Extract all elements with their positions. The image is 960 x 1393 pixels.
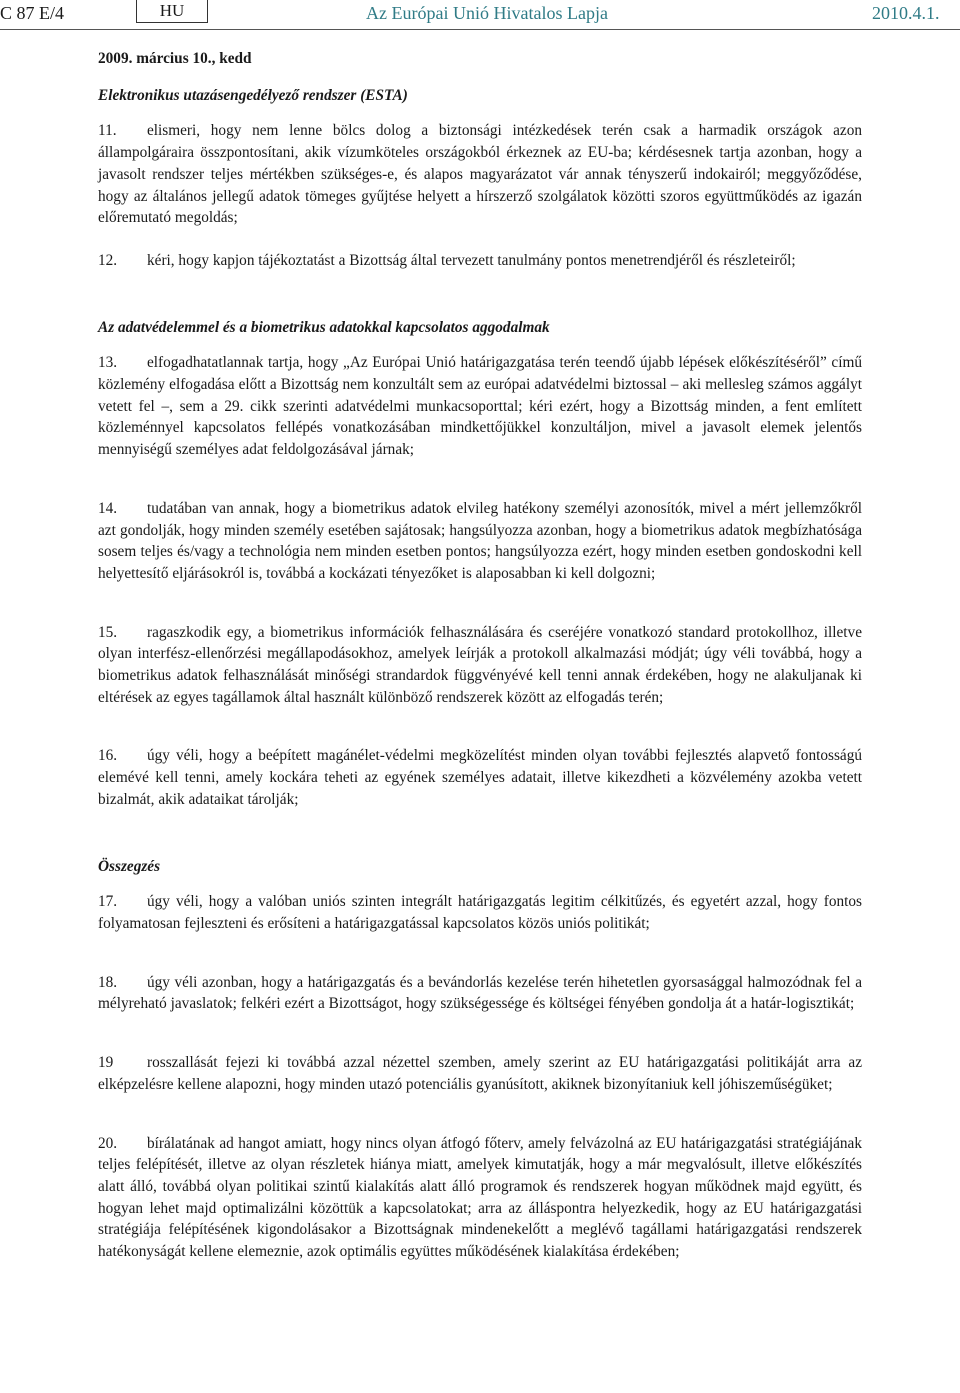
paragraph-text: rosszallását fejezi ki továbbá azzal nézettel szemben, amely szerint az EU határigazgatási politikáját arra az elképzelésre kellene alapozni, hogy minden utazó potenciális gyanúsított, akiknek bizonyítaniuk kell jóhiszeműségüket; [98,1054,862,1093]
paragraph-text: elfogadhatatlannak tartja, hogy „Az Európai Unió határigazgatása terén teendő újabb lépések előkészítéséről” című közlemény elfogadása előtt a Bizottság nem konzultált sem az európai adatvédelmi biztossal – aki mellesleg számos aggályt vetett fel –, sem a 29. cikk szerinti adatvédelmi munkacsoporttal; kéri ezért, hogy a Bizottság minden, a fent említett közleménnyel kapcsolatos fellépés vonatkozásában mindkettőjükkel konzultáljon, mivel a javasolt elemek jelentős mennyiségű személyes adat feldolgozásával járnak; [98,354,862,459]
paragraph-16 [98,745,862,810]
paragraph-17 [98,891,862,934]
paragraph-text: ragaszkodik egy, a biometrikus információk felhasználására és cseréjére vonatkozó standard protokollhoz, illetve olyan interfész-ellenőrzési megállapodásokhoz, amelyek leírják a protokoll alkalmazási módját; úgy véli továbbá, hogy a biometrikus adatok felhasználását minőségi strandardok függvényévé kell tenni annak érdekében, hogy ne alakuljanak ki eltérések az egyes tagállamok által használt különböző rendszerek között az elfogadás terén; [98,623,862,706]
section-title-data-protection: Az adatvédelemmel és a biometrikus adatokkal kapcsolatos aggodalmak [98,318,550,336]
section-title-esta: Elektronikus utazásengedélyező rendszer (ESTA) [98,86,408,104]
paragraph-text: elismeri, hogy nem lenne bölcs dolog a biztonsági intézkedések terén csak a harmadik országok azon állampolgáraira összpontosítani, akik vízumköteles országokból érkeznek az EU-ba; kérdésesnek tartja azonban, hogy a javasolt rendszer teljes mértékben szükséges-e, és alapos magyarázatot vár annak tényszerű indokairól; meggyőződése, hogy az általános jellegű adatok tömeges gyűjtése helyett a hírszerző szolgálatok közötti szoros együttműködés az igazán előremutató megoldás; [98,122,862,227]
section-title-summary: Összegzés [98,857,161,875]
paragraph-number: 15. [98,623,118,641]
journal-title: Az Európai Unió Hivatalos Lapja [366,3,608,23]
paragraph-14 [98,498,862,585]
paragraph-15 [98,622,862,709]
language-badge: HU [136,0,208,23]
paragraph-number: 19 [98,1054,114,1072]
paragraph-12 [98,250,862,272]
paragraph-number: 12. [98,251,118,269]
paragraph-number: 17. [98,893,118,911]
publication-date: 2010.4.1. [872,3,940,23]
paragraph-number: 20. [98,1134,118,1152]
paragraph-20 [98,1133,862,1263]
page-header [0,0,960,28]
paragraph-text: tudatában van annak, hogy a biometrikus adatok elvileg hatékony személyi azonosítók, mivel a mért jellemzőkről azt gondolják, hogy minden személy esetében sajátosak; hangsúlyozza azonban, hogy a biometrikus adatok megbízhatósága sosem teljes és/vagy a technológia nem minden esetben pontos; hangsúlyozza ezért, hogy minden esetben gondoskodni kell helyettesítő eljárásokról is, továbbá a kockázati tényezőket is alaposabban ki kell dolgozni; [98,499,862,582]
journal-series: C 87 E/4 [0,3,65,23]
paragraph-number: 18. [98,973,118,991]
paragraph-number: 11. [98,122,117,140]
paragraph-11 [98,120,862,229]
document-body [98,40,862,1263]
paragraph-19 [98,1052,862,1095]
paragraph-13 [98,352,862,461]
paragraph-number: 13. [98,354,118,372]
paragraph-text: úgy véli, hogy a beépített magánélet-védelmi megközelítést minden olyan további fejlesztés alapvető fontosságú elemévé kell tenni, amely kockára teheti az egyének személyes adatait, illetve kikezdheti a közvélemény azokba vetett bizalmát, akik adataikat tárolják; [98,747,862,808]
paragraph-text: kéri, hogy kapjon tájékoztatást a Bizottság által tervezett tanulmány pontos menetrendjéről és részleteiről; [147,251,796,269]
paragraph-number: 14. [98,499,118,517]
paragraph-number: 16. [98,747,118,765]
paragraph-text: bírálatának ad hangot amiatt, hogy nincs olyan átfogó főterv, amely felvázolná az EU határigazgatási stratégiájának teljes felépítését, illetve az olyan részletek hiánya miatt, amelyek kimutatják, hogy a már megvalósult, illetve előkészítés alatt álló, továbbá olyan politikai szintű kialakítás alatt álló programok és rendszerek hogyan működnek majd együtt, és hogyan lehet majd optimalizálni közöttük a kapcsolatokat; arra az álláspontra helyezkedik, hogy az EU határigazgatási stratégiája felépítésének kigondolásakor a Bizottságnak mindenekelőtt a meglévő tagállami határigazgatási rendszerek hatékonyságát kellene elemeznie, azok optimális együttes működésének kialakítása érdekében; [98,1134,862,1261]
paragraph-text: úgy véli azonban, hogy a határigazgatás és a bevándorlás kezelése terén hihetetlen gyorsasággal halmozódnak fel a mélyreható javaslatok; felkéri ezért a Bizottságot, hogy szükségessége és költségei fényében gondolja át a határ-logisztikát; [98,973,862,1013]
session-date: 2009. március 10., kedd [98,50,252,67]
header-divider [0,29,960,30]
paragraph-18 [98,972,862,1015]
paragraph-text: úgy véli, hogy a valóban uniós szinten integrált határigazgatás legitim célkitűzés, és egyetért azzal, hogy fontos folyamatosan fejleszteni és erősíteni a határigazgatással kapcsolatos közös uniós politikát; [98,893,862,932]
